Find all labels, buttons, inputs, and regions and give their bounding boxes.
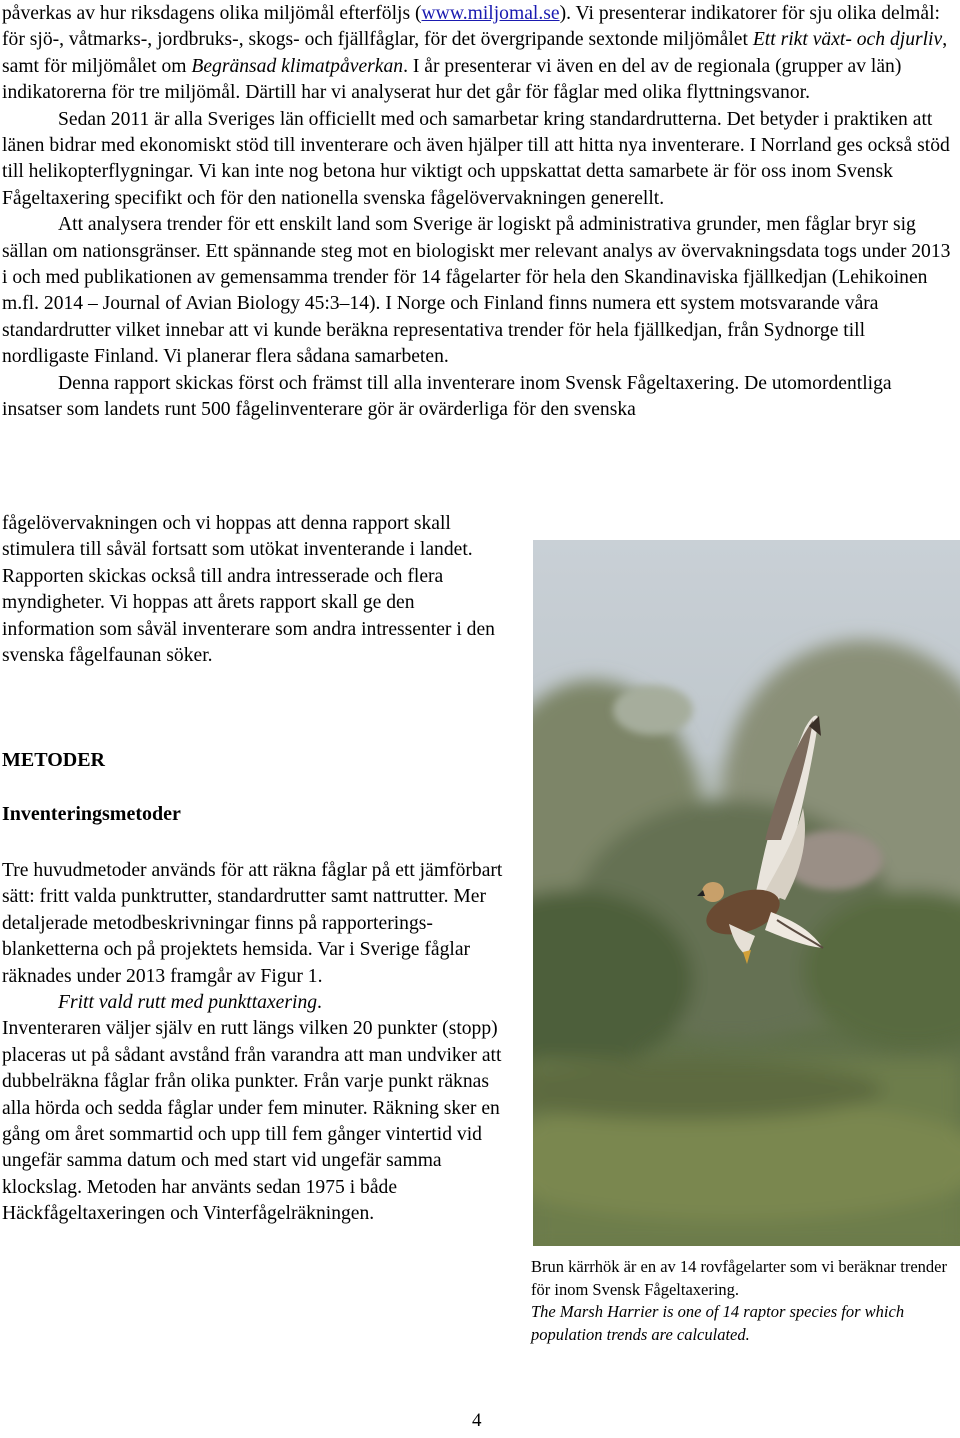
intro-p1-emphasis-2: Begränsad klimatpåverkan — [191, 55, 404, 77]
intro-p1-text-a: påverkas av hur riksdagens olika miljömål efterföljs ( — [2, 3, 422, 24]
method-title: Fritt vald rutt med punkttaxering — [58, 992, 318, 1014]
intro-paragraph-3: Att analysera trender för ett enskilt land som Sverige är logiskt på administrativa grunder, men fåglar bryr sig sällan om nationsgränser. Ett spännande steg mot en biologiskt mer relevant analys av övervakningsdata togs under 2013 i och med publikationen av gemensamma trender för 14 fågelarter för hela den Skandinaviska fjällkedjan (Lehikoinen m.fl. 2014 – Journal of Avian Biology 45:3–14). I Norge och Finland finns numera ett system motsvarande våra standardrutter vilket innebar att vi kunde beräkna representativa trender för hela fjällkedjan, från Sydnorge till nordligaste Finland. Vi planerar flera sådana samarbeten. — [2, 214, 951, 368]
intro-continuation — [2, 511, 507, 669]
intro-paragraph-2: Sedan 2011 är alla Sveriges län officiellt med och samarbetar kring standardrutterna. Det betyder i praktiken att länen bidrar med ekonomiskt stöd till inventerare och även hjälper till att hitta nya inventerare. I Norrland ges också stöd till helikopterflygningar. Vi kan inte nog betona hur viktigt och uppskattat detta samarbete är för oss inom Svensk Fågeltaxering specifikt och för den nationella svenska fågelövervakningen generellt. — [2, 108, 950, 209]
bird-photo — [533, 540, 960, 1246]
intro-text — [2, 1, 954, 424]
intro-p1-text-b: ). Vi presenterar indikatorer för sju olika delmål: för sjö-, våtmarks-, jordbruks-, skogs- och fjällfåglar, för det övergripande sextonde miljömålet — [2, 3, 940, 51]
intro-p1-emphasis-1: Ett rikt växt- och djurliv — [752, 29, 943, 51]
caption-swedish: Brun kärrhök är en av 14 rovfågelarter som vi beräknar trender för inom Svensk Fågeltaxering. — [531, 1257, 947, 1299]
methods-text — [2, 858, 507, 1228]
methods-subheading: Inventeringsmetoder — [2, 803, 181, 825]
intro-paragraph-1 — [2, 1, 954, 107]
methods-paragraph-2: Inventeraren väljer själv en rutt längs vilken 20 punkter (stopp) placeras ut på sådant avstånd från varandra att man undviker att dubbelräkna fåglar från olika punkter. Från varje punkt räknas alla hörda och sedda fåglar under fem minuter. Räkning sker en gång om året sommartid och upp till fem gånger vintertid vid ungefär samma datum och med start vid ungefär samma klockslag. Metoden har använts sedan 1975 i både Häckfågeltaxeringen och Vinterfågelräkningen. — [2, 1018, 502, 1225]
intro-paragraph-4: Denna rapport skickas först och främst till alla inventerare inom Svensk Fågeltaxering. De utomordentliga insatser som landets runt 500 fågelinventerare gör är ovärderliga för den svenska — [2, 372, 892, 421]
page-number: 4 — [472, 1410, 482, 1431]
methods-heading: METODER — [2, 749, 105, 771]
intro-p1-text-d: . I år presenterar vi även en del av de regionala (grupper av län) indikatorerna för tre miljömål. Därtill har vi analyserat hur det går för fåglar med olika flyttningsvanor. — [2, 55, 902, 104]
figure-caption — [531, 1256, 951, 1346]
caption-english: The Marsh Harrier is one of 14 raptor species for which population trends are calculated. — [531, 1302, 905, 1344]
marsh-harrier-image — [533, 540, 960, 1246]
miljomal-link[interactable]: www.miljomal.se — [421, 3, 560, 24]
methods-paragraph-1: Tre huvudmetoder används för att räkna fåglar på ett jämförbart sätt: fritt valda punktrutter, standardrutter samt nattrutter. Mer detaljerade metodbeskrivningar finns på rapporterings-blanketterna och på projektets hemsida. Var i Sverige fåglar räknades under 2013 framgår av Figur 1. — [2, 860, 503, 987]
intro-p1-text-c: , samt för miljömålet om — [2, 29, 948, 77]
intro-paragraph-4-continued: fågelövervakningen och vi hoppas att denna rapport skall stimulera till såväl fortsatt som utökat inventerande i landet. Rapporten skickas också till andra intresserade och flera myndigheter. Vi hoppas att årets rapport skall ge den information som såväl inventerare som andra intressenter i den svenska fågelfaunan söker. — [2, 513, 495, 667]
methods-paragraph-2-title: Fritt vald rutt med punkttaxering. — [58, 992, 322, 1014]
